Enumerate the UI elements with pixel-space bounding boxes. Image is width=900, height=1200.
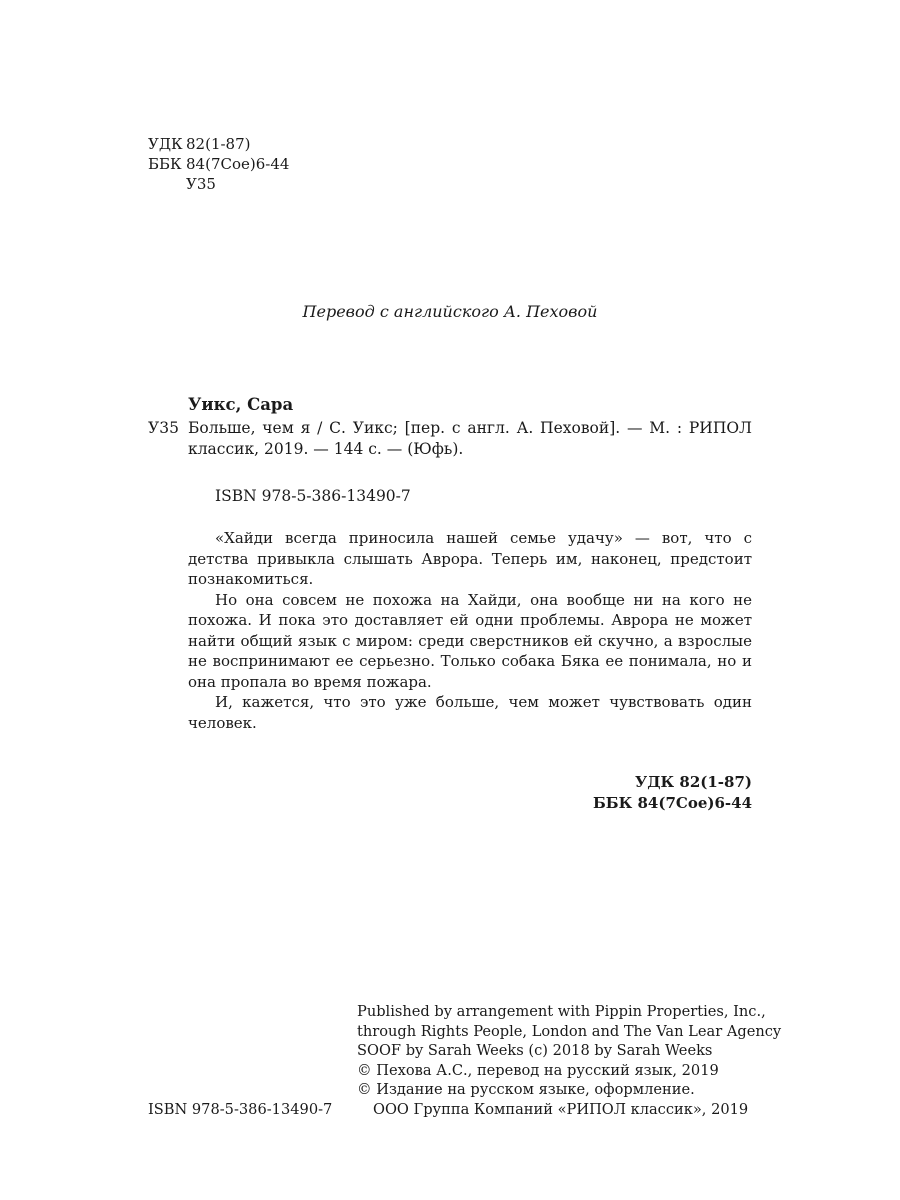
copyright-line-2: through Rights People, London and The Van Lear Agency (357, 1022, 782, 1040)
copyright-line-5: © Издание на русском языке, оформление. (357, 1081, 695, 1098)
author-mark-key (148, 174, 186, 194)
udk-key: УДК (148, 135, 183, 153)
description-line-2: классик, 2019. — 144 с. — (Юфь). (188, 440, 464, 458)
codes-right-udk: УДК 82(1-87) (635, 773, 752, 791)
udk-value: 82(1-87) (186, 135, 251, 153)
bbk-key: ББК (148, 155, 182, 173)
author-heading: Уикс, Сара (188, 395, 294, 414)
annotation-paragraph-3: И, кажется, что это уже больше, чем может чувствовать один человек. (188, 693, 752, 732)
bbk-row (148, 154, 289, 174)
annotation (188, 528, 752, 733)
bibliographic-description (188, 418, 752, 460)
codes-right-bbk: ББК 84(7Сое)6-44 (592, 794, 752, 812)
copyright-line-4: © Пехова А.С., перевод на русский язык, 2019 (357, 1061, 719, 1079)
author-mark-value: У35 (186, 175, 216, 193)
classification-block (148, 134, 289, 194)
footer-isbn: ISBN 978-5-386-13490-7 (148, 1100, 333, 1118)
author-mark-row (148, 174, 289, 194)
description-line-1: Больше, чем я / С. Уикс; [пер. с англ. А. Пеховой]. — М. : РИПОЛ (188, 419, 752, 437)
annotation-paragraph-2: Но она совсем не похожа на Хайди, она вообще ни на кого не похожа. И пока это доставляет ей одни проблемы. Аврора не может найти общий язык с миром: среди сверстников ей скучно, а взрослые не воспринимают ее серьезно. Только собака Бяка ее понимала, но и она пропала во время пожара. (188, 590, 752, 691)
author-sign-code: У35 (148, 419, 179, 437)
translator-credit: Перевод с английского А. Пеховой (302, 302, 598, 321)
copyright-line-3: SOOF by Sarah Weeks (c) 2018 by Sarah Weeks (357, 1042, 713, 1059)
udk-row (148, 134, 289, 154)
annotation-paragraph-1: «Хайди всегда приносила нашей семье удачу» — вот, что с детства привыкла слышать Аврора. Теперь им, наконец, предстоит познакомиться. (188, 529, 752, 588)
copyright-line-1: Published by arrangement with Pippin Properties, Inc., (357, 1003, 766, 1020)
bbk-value: 84(7Сое)6-44 (186, 155, 290, 173)
codes-right-block (452, 772, 752, 814)
bibliographic-isbn: ISBN 978-5-386-13490-7 (215, 487, 411, 505)
copyright-line-6: ООО Группа Компаний «РИПОЛ классик», 2019 (373, 1100, 749, 1118)
copyright-block (357, 1002, 781, 1119)
